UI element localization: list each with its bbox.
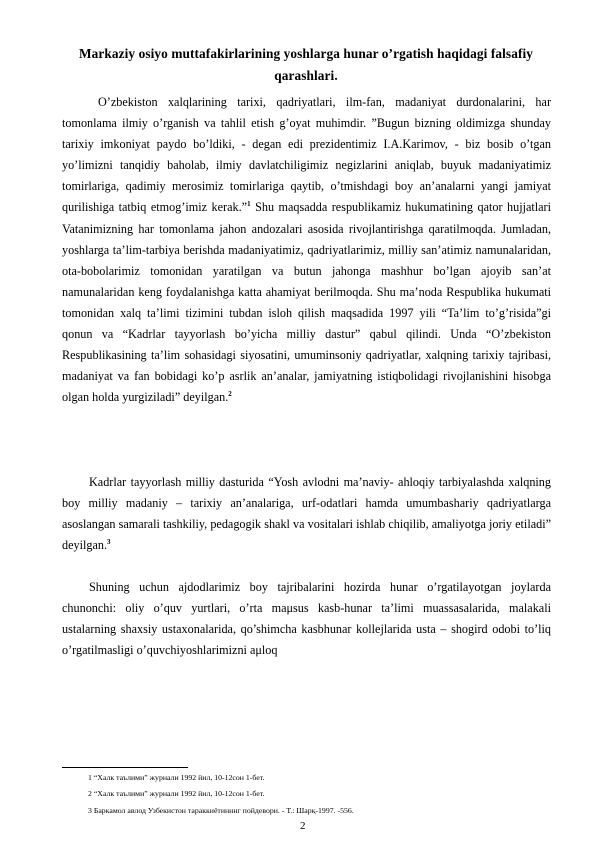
- paragraph-1: [62, 92, 551, 408]
- document-title: Markaziy osiyo muttafakirlarining yoshlarga hunar o’rgatish haqidagi falsafiy qarashlari.: [78, 46, 534, 83]
- footnote-1: 1 “Халк таълими” журнали 1992 йил, 10-12сон 1-бет.: [88, 773, 265, 782]
- paragraph-1-text-continued: Shu maqsadda respublikamiz hukumatining qator hujjatlari Vatanimizning har tomonlama jahon andozalari asosida rivojlantirishga qaratilmoqda. Jumladan, yoshlarga ta’lim-tarbiya berishda madaniyatimiz, qadriyatlarimiz, milliy san’atimiz namunalaridan, ota-bobolarimiz tomonidan yaratilgan va butun jahonga mashhur bo’lgan ajoyib san’at namunalaridan keng foydalanishga katta ahamiyat berilmoqda. Shu ma’noda Respublika hukumati tomonidan xalq ta’limi tizimini tubdan isloh qilish maqsadida 1997 yili “Ta’lim to’g’risida”gi qonun va “Kadrlar tayyorlash bo’yicha milliy dastur” qabul qilindi. Unda “O’zbekiston Respublikasining ta’lim sohasidagi siyosatini, umuminsoniy qadriyatlar, xalqning tarixiy tajribasi, madaniyat va fan bobidagi ko’p asrlik an’analar, jamiyatning istiqbolidagi rivojlanishini hisobga olgan holda yurgiziladi” deyilgan.: [62, 200, 552, 405]
- page-number: 2: [300, 820, 306, 832]
- paragraph-3: [62, 577, 551, 661]
- footnote-separator: [62, 767, 188, 768]
- paragraph-2: [62, 472, 551, 556]
- paragraph-1-text: O’zbekiston xalqlarining tarixi, qadriyatlari, ilm-fan, madaniyat durdonalarini, har tomonlama ilmiy o’rganish va tahlil etish g’oyat muhimdir. ”Bugun bizning oldimizga shunday tarixiy imkoniyat paydo bo’ldiki, - degan edi prezidentimiz I.A.Karimov, - biz bosib o’tgan yo’limizni tanqidiy baholab, ilmiy davlatchiligimiz negizlarini aniqlab, buyuk madaniyatimiz tomirlariga, qadimiy merosimiz tomirlariga qaytib, o’tmishdagi boy an’analarni yangi jamiyat qurilishiga tatbiq etmog’imiz kerak.”: [62, 95, 551, 215]
- paragraph-3-text: Shuning uchun ajdodlarimiz boy tajribalarini hozirda hunar o’rgatilayotgan joylarda chunonchi: oliy o’quv yurtlari, o’rta maμsus kasb-hunar ta’limi muassasalarida, malakali ustalarning shaxsiy ustaxonalarida, qo’shimcha kasbhunar kollejlarida usta – shogird odobi to’liq o’rgatilmasligi o’quvchiyoshlarimizni aμloq: [62, 580, 551, 658]
- footnote-3: 3 Баркамол авлод Узбекистон тараккиётининг пойдевори. - Т.: Шарқ-1997. -556.: [88, 805, 354, 815]
- footnote-2: 2 “Халк таълими” журнали 1992 йил, 10-12сон 1-бет.: [88, 789, 265, 799]
- footnote-ref-1[interactable]: 1: [247, 200, 251, 209]
- footnotes: [88, 770, 548, 819]
- footnote-ref-3[interactable]: 3: [107, 538, 111, 547]
- paragraph-2-text: Kadrlar tayyorlash milliy dasturida “Yosh avlodni ma’naviy- ahloqiy tarbiyalashda xalqning boy milliy madaniy – tarixiy an’analariga, urf-odatlari hamda umumbashariy qadriyatlarga asoslangan samarali tashkiliy, pedagogik shakl va vositalari ishlab chiqilib, amaliyotga joriy etiladi” deyilgan.: [62, 475, 551, 553]
- footnote-ref-2[interactable]: 2: [228, 390, 232, 399]
